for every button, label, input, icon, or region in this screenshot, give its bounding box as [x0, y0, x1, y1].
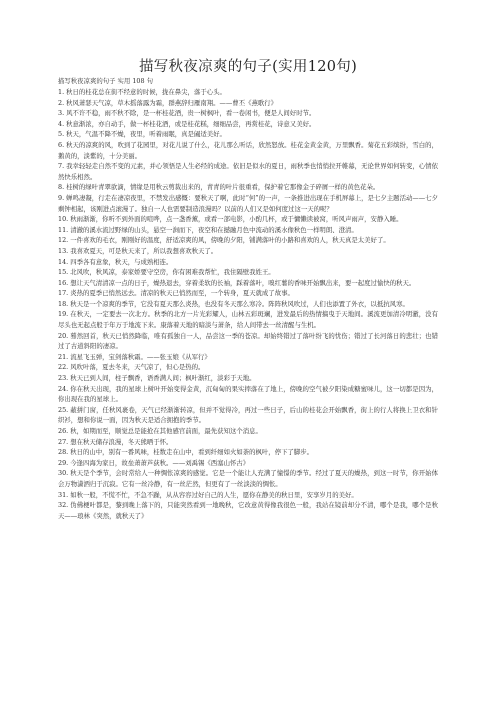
sentence-item: 32. 伪佛梗叶都是，黎到晚上落下的，只能突然看到一地晚秋，它改意黄得像我很色一般，我站在镜前却分不清，哪个是我，哪个是秋天——琅林《突然，就秋天了》 — [58, 501, 438, 520]
sentence-item: 14. 四季各有意象，秋天，与成熟相连。 — [58, 257, 173, 266]
sentence-item: 26. 秋，如期而至，顺觉总是能抢在其他感官前面，最先获知这个消息。 — [58, 427, 262, 435]
sentence-item: 27. 想在秋天储存浪漫，冬天熊晒于怀。 — [58, 437, 173, 446]
sentence-item: 21. 流星飞玉弹，宝剑落秋霜。——张玉娘《从军行》 — [58, 352, 211, 361]
sentence-item: 6. 秋天的凉爽的风，吹到了花园里，对花儿说了什么，花儿那么听话，欣然怒放。桂花金黄金黄，万里飘香。菊花五彩缤纷，雪白的，鹅黄的，淡紫的，十分美丽。 — [58, 140, 438, 160]
sentence-item: 16. 想让天气清清凉一点的日子，燥热退去，穿着柔软的长袖，踩着落叶，嗅红薯的香味开始飘出来，要一起度过愉快的秋天。 — [58, 278, 416, 287]
sentence-item: 15. 北风吹，秋风凉，泰家娇要守空房，你有困难我帮忙，我住隔壁我姓王。 — [58, 268, 275, 277]
sentence-item: 9. 蝉鸣凄凝，行走在凄凉夜里，不禁发出感慨：要秋天了啊，此时“何”的一声，一条推进出现在手机屏幕上，是七夕主题活动——七夕剩钟相起，该刚进点滚漫了。独自一人也需要制造浪漫吗？以前的人们又是如何度过这一天的呢？ — [58, 193, 438, 213]
sentence-item: 30. 秋天是个季节，会时常给人一种惆怅凉爽的感觉。它是一个能让人充满了憧憬的季节。经过了夏天的燥热，到这一时节，你开始体会万物潇洒归于沉寂。它有一丝冷静，有一丝茫然，但更有了一丝淡淡的惆怅。 — [58, 469, 438, 488]
sentence-item: 11. 清澈的溪水流过野绿的山头，悬空一涧而下，夜空和在撼融月色中流动的溪水像秋色一样明朗、澄清。 — [58, 225, 358, 234]
sentence-item: 18. 秋天是一个凉爽的季节，它没有夏天那么炎热，也没有冬天那么寒冷。阵阵秋风吹过，人们也添置了外衣，以抵抗风寒。 — [58, 299, 409, 308]
document-subtitle: 描写秋夜凉爽的句子 实用 108 句 — [58, 77, 153, 85]
sentence-item: 4. 秋意渐浓，亦自动手，做一杯桂花酒，或是桂花糕，细细品尝，再赏桂花，诗意又美好。 — [58, 119, 316, 128]
sentence-item: 10. 秋雨渐渐，你听不到外面的喧哗，点一盏香薰，或看一部电影，小酌几杯，或于慵懒读被窝，听风声雨声，安静入睡。 — [58, 215, 403, 224]
sentence-item: 2. 秋风萧瑟天气凉，草木摇落露为霜，群燕辞归雁南翔。——曹丕《燕歌行》 — [58, 98, 278, 107]
sentence-item: 19. 在秋天，一定要去一次北方。秋季的北方一片光彩耀人，山林五彩斑斓，进发最后的热情搞曳于天地间。溪流更加清冷明澈，没有尽头也无起点般于年万于地流下来。康落着天地的暗淡与萧条，给人间带去一丝清醒与生机。 — [58, 310, 438, 330]
sentence-item: 22. 风吹叶落，夏去冬来，天气凉了，但心是热的。 — [58, 363, 205, 372]
sentence-item: 25. 蔽拼门窗，任秋风裹卷，天气已经渐渐转凉，但并不觉得冷，再过一些日子，后山的桂花会开始飘香，街上的行人将换上卫衣和针织衫，想和你说一面，因为秋天是适合拥抱的季节。 — [58, 405, 438, 425]
sentence-item: 1. 秋日的桂花总在街不经意的时候，拢在鼻尖，落于心头。 — [58, 88, 226, 96]
sentence-item: 7. 我幸轻轻走自然不变的元素，并心领悟是人生必经的成途。依旧是似水的夏日，雨秋季也悄悄拉开帷幕，无论世界如何转变，心情依然快乐相然。 — [58, 162, 438, 181]
sentence-item: 17. 炎热的夏季已悄然远去。清凉的秋天已悄然而至，一个转身，夏天就成了故事。 — [58, 289, 294, 298]
sentence-item: 3. 风不许不稳，雨不秋不除，是一杯桂花酒，贵一树枫叶，看一卷闲书，便是人间好时节。 — [58, 109, 316, 118]
sentence-item: 20. 蓦然回首，秋天已悄然降临，唯有孤独自一人，品尝这一季的苍凉。却始终错过了落叶纷飞的忧伤；错过了长河落日的悲壮；也错过了古道斜阳的凄凉。 — [58, 331, 438, 351]
sentence-item: 24. 你在秋天出现，我的星球上树叶开始变得金黄，沉甸甸的果实摔落在了地上，傍晚的空气被夕阳染成糖蜜味儿，这一切都是因为，你出现在我的星球上。 — [58, 384, 438, 404]
sentence-item: 28. 秋日的山中，别有一番风味，桂数走在山中，看到纤细如火如荼的枫叶，停下了脚步。 — [58, 448, 314, 457]
document-title: 描写秋夜凉爽的句子(实用120句) — [138, 59, 358, 75]
sentence-item: 23. 秋天已到人间，柱子飘香，语香满人间；枫叶渐红，淡彩于天地。 — [58, 374, 256, 383]
sentence-item: 13. 我喜欢夏天，可是秋天来了，所以我想喜欢秋天了。 — [58, 246, 218, 255]
sentence-item: 12. 一件喜欢的毛衣，刚刚好的温度，舒适凉爽的风，傍晚的夕阳，铺满落叶的小路和喜欢的人，秋天真是太美好了。 — [58, 236, 390, 245]
sentence-item: 29. 今逢四海为家日，故垒萧萧芦荻秋。——刘禹锡《西塞山怀古》 — [58, 458, 250, 467]
sentence-item: 5. 秋天，气温不降不燥，夜里，听着雨眠，真是阖适美好。 — [58, 130, 226, 139]
sentence-item: 31. 如秋一般，不慌不忙，不急不躁，从从容容过好自己的人生，愿你在静美的秋日里，安享岁月的美好。 — [58, 490, 358, 499]
sentence-item: 8. 桂树的绿叶青翠欲滴，情缘是用秋云剪裁出来的，青青的叶片很重看，保护着它那像金子碎屑一样的黄色花朵。 — [58, 183, 380, 192]
sentence-list — [58, 87, 438, 521]
